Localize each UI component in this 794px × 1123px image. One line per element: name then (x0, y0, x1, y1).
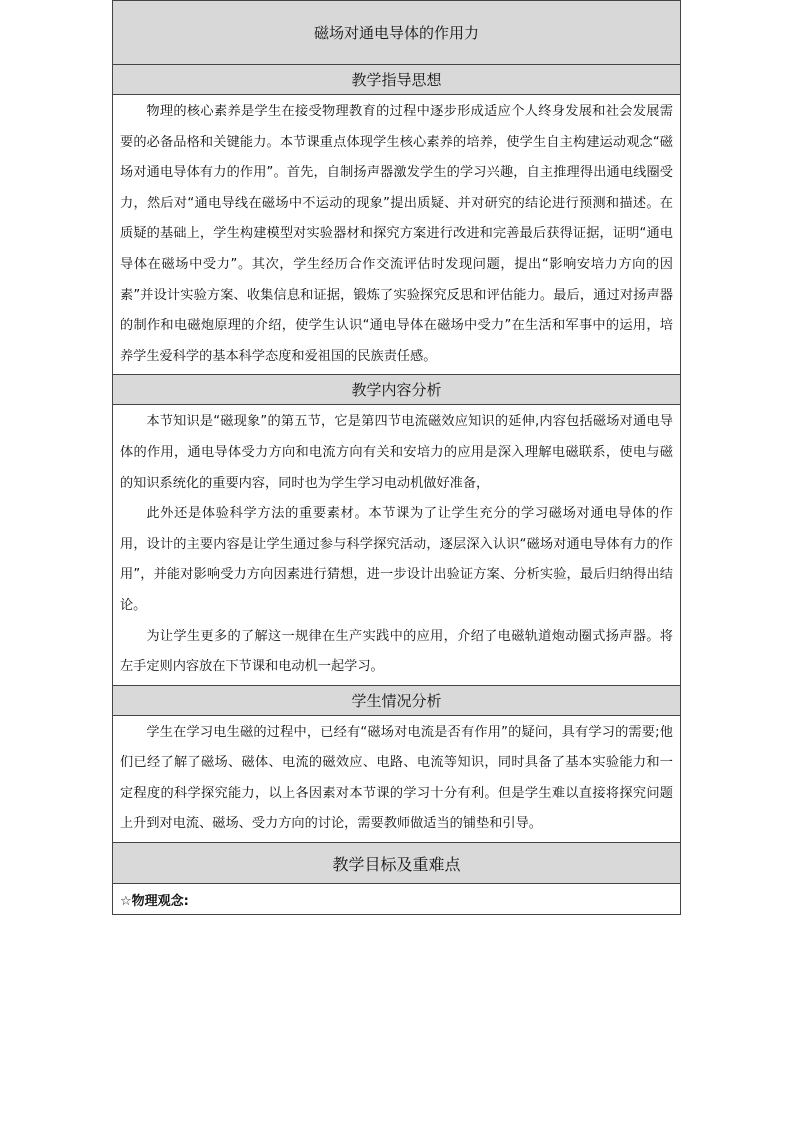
paragraph: 本节知识是“磁现象”的第五节，它是第四节电流磁效应知识的延伸,内容包括磁场对通电导体的作用，通电导体受力方向和电流方向有关和安培力的应用是深入理解电磁联系，使电与磁的知识系统化的重要内容，同时也为学生学习电动机做好准备， (120, 414, 673, 491)
section-heading-goals: 教学目标及重难点 (113, 843, 681, 884)
paragraph: 此外还是体验科学方法的重要素材。本节课为了让学生充分的学习磁场对通电导体的作用，设计的主要内容是让学生通过参与科学探究活动，逐层深入认识“磁场对通电导体有力的作用”，并能对影响受力方向因素进行猜想，进一步设计出验证方案、分析实验，最后归纳得出结论。 (120, 506, 673, 613)
section-header-row (113, 843, 681, 884)
section-header-row (113, 685, 681, 715)
section-heading-content-analysis: 教学内容分析 (113, 375, 681, 405)
goal-item-physics-concept (113, 884, 681, 915)
section-body-content-analysis (113, 405, 681, 685)
section-heading-guiding-ideology: 教学指导思想 (113, 65, 681, 95)
goal-item-label: 物理观念: (131, 893, 189, 909)
title-row (113, 1, 681, 65)
section-body-row (113, 95, 681, 375)
section-body-row (113, 715, 681, 842)
section-header-row (113, 375, 681, 405)
paragraph: 学生在学习电生磁的过程中，已经有“磁场对电流是否有作用”的疑问，具有学习的需要;他们已经了解了磁场、磁体、电流的磁效应、电路、电流等知识，同时具备了基本实验能力和一定程度的科学探究能力，以上各因素对本节课的学习十分有利。但是学生难以直接将探究问题上升到对电流、磁场、受力方向的讨论，需要教师做适当的铺垫和引导。 (120, 724, 673, 832)
section-body-guiding-ideology (113, 95, 681, 375)
section-body-student-analysis (113, 715, 681, 842)
paragraph: 物理的核心素养是学生在接受物理教育的过程中逐步形成适应个人终身发展和社会发展需要的必备品格和关键能力。本节课重点体现学生核心素养的培养，使学生自主构建运动观念“磁场对通电导体有力的作用”。首先，自制扬声器激发学生的学习兴趣，自主推理得出通电线圈受力，然后对“通电导线在磁场中不运动的现象”提出质疑、并对研究的结论进行预测和描述。在质疑的基础上，学生构建模型对实验器材和探究方案进行改进和完善最后获得证据，证明“通电导体在磁场中受力”。其次，学生经历合作交流评估时发现问题，提出“影响安培力方向的因素”并设计实验方案、收集信息和证据，锻炼了实验探究反思和评估能力。最后，通过对扬声器的制作和电磁炮原理的介绍，使学生认识“通电导体在磁场中受力”在生活和军事中的运用，培养学生爱科学的基本科学态度和爱祖国的民族责任感。 (120, 104, 673, 364)
goal-item-row (113, 884, 681, 915)
star-icon: ☆ (120, 893, 132, 909)
section-body-row (113, 405, 681, 685)
paragraph: 为让学生更多的了解这一规律在生产实践中的应用，介绍了电磁轨道炮动圈式扬声器。将左手定则内容放在下节课和电动机一起学习。 (120, 628, 673, 675)
lesson-plan-table (112, 0, 681, 915)
section-header-row (113, 65, 681, 95)
document-title: 磁场对通电导体的作用力 (113, 1, 681, 65)
section-heading-student-analysis: 学生情况分析 (113, 685, 681, 715)
